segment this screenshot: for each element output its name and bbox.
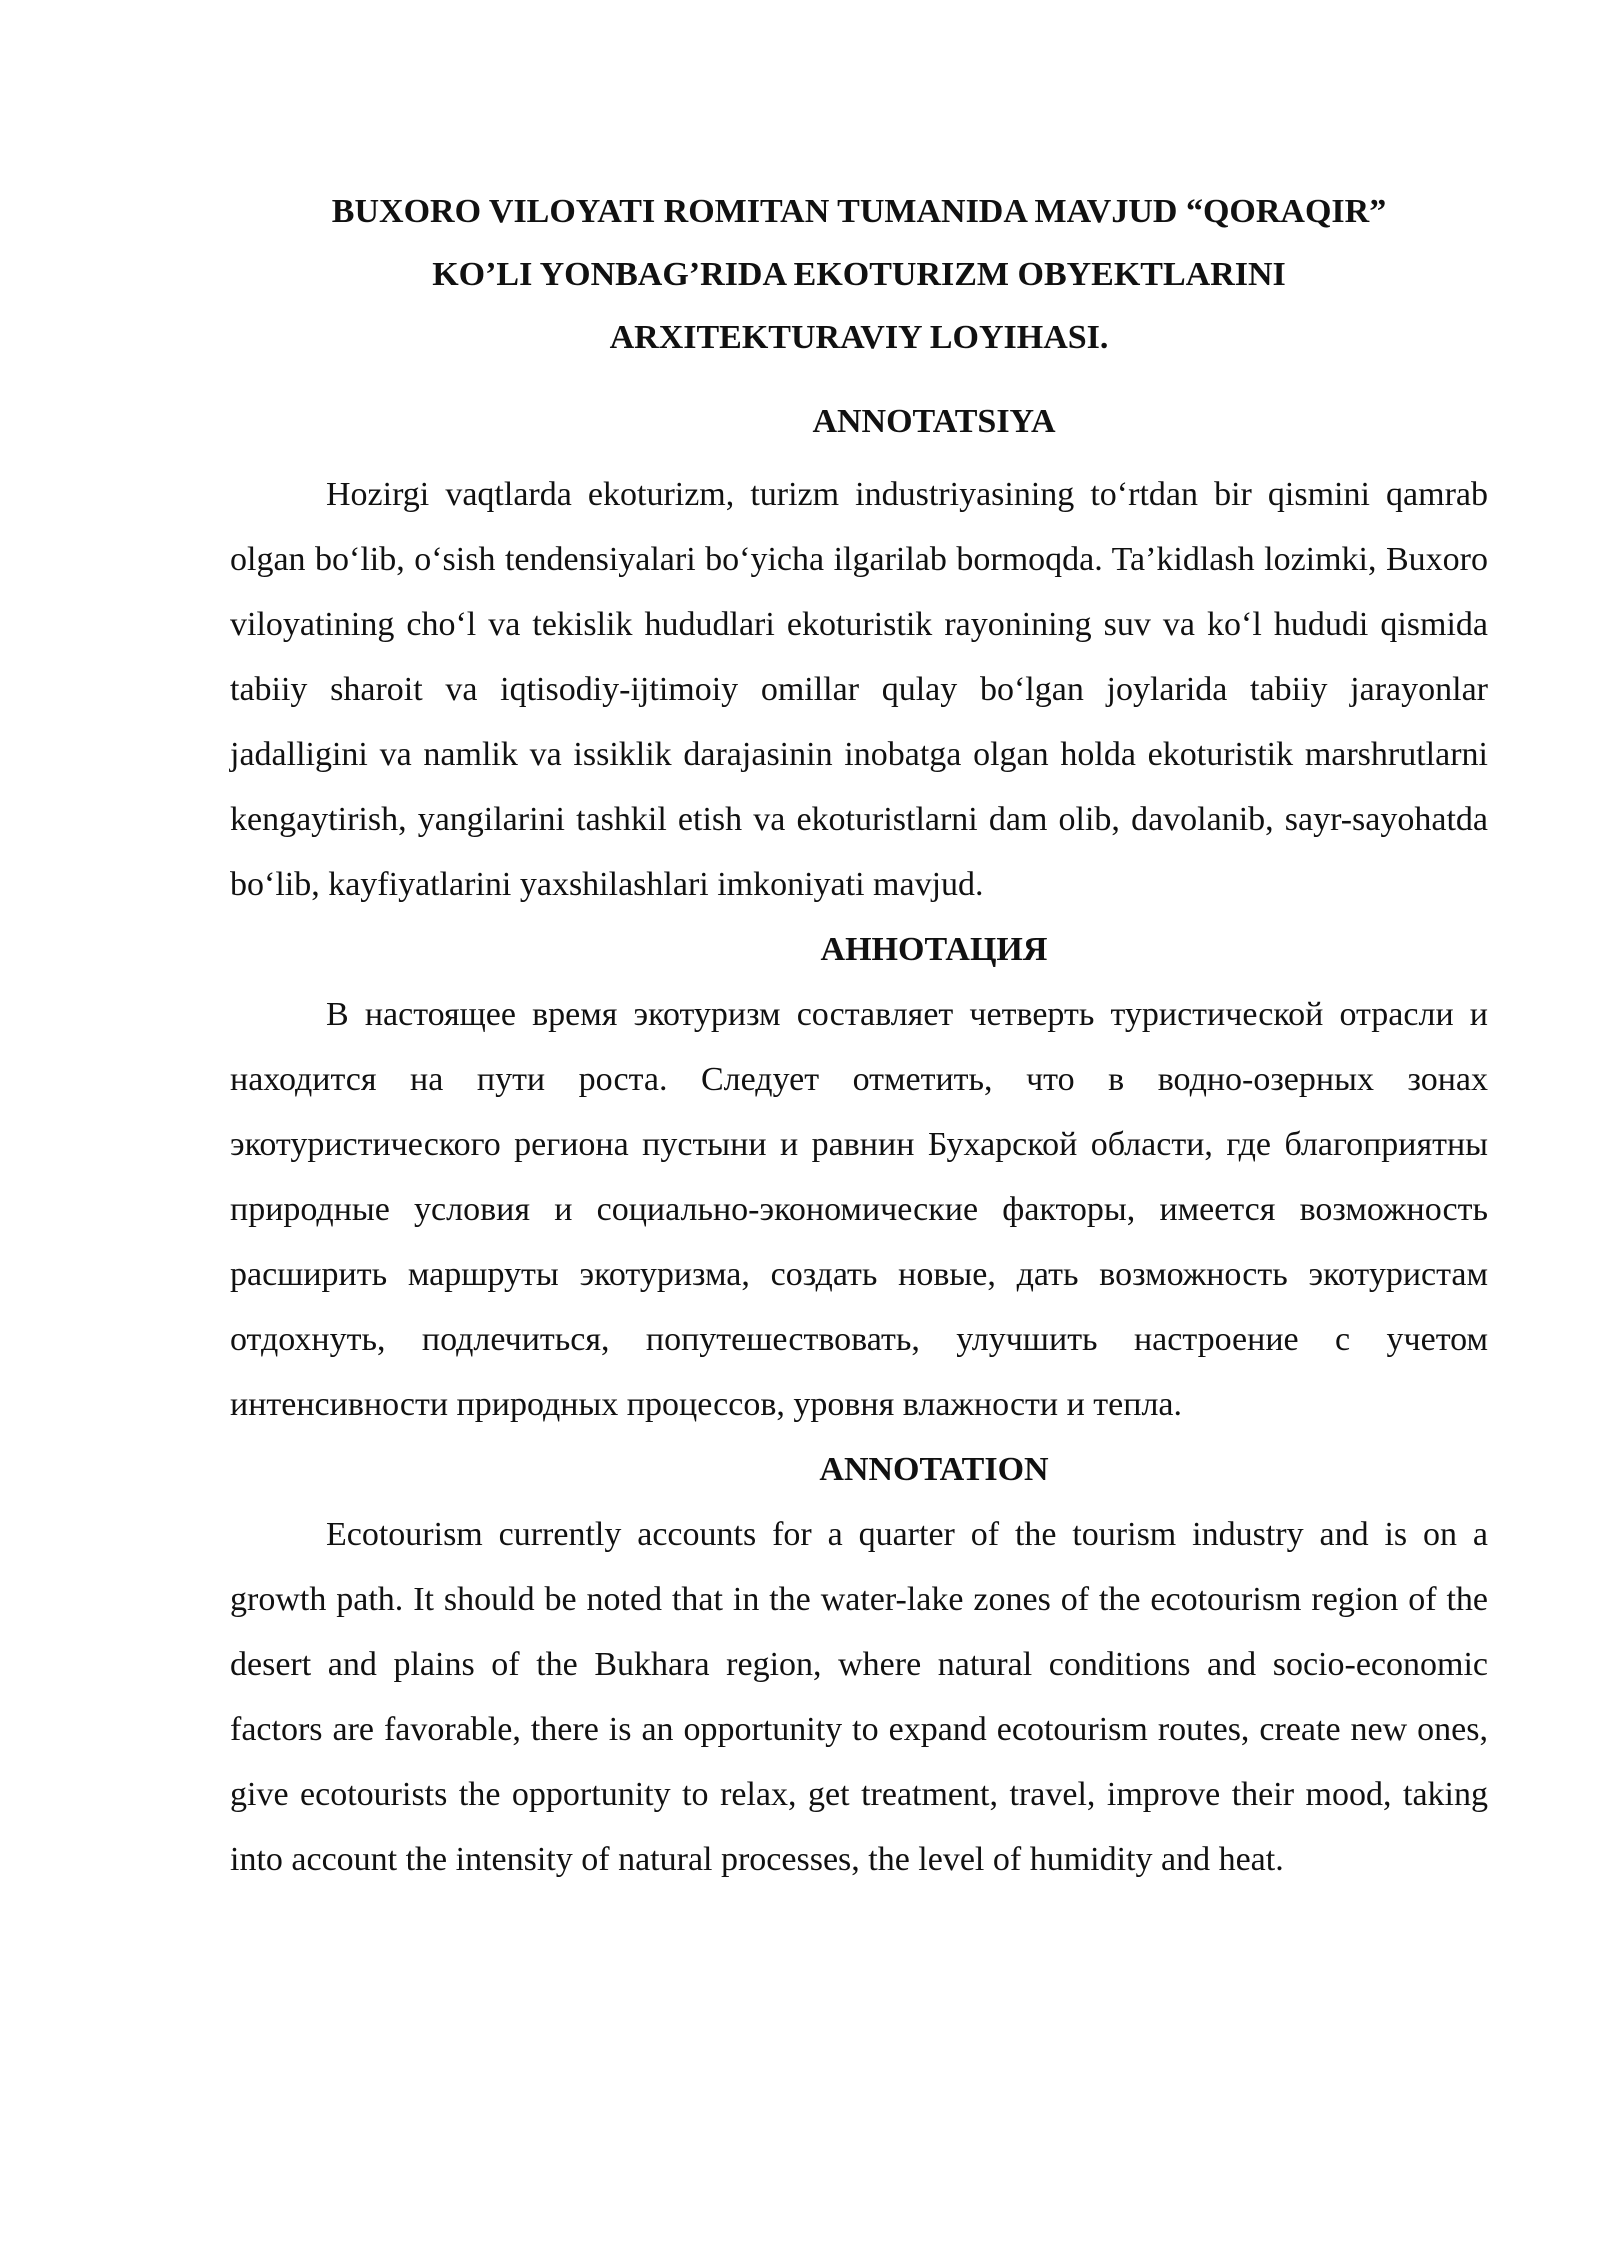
page-content — [230, 180, 1488, 1892]
english-annotation-text: Ecotourism currently accounts for a quarter of the tourism industry and is on a growth path. It should be noted that in the water-lake zones of the ecotourism region of the desert and plains of the Bukhara region, where natural conditions and socio-economic factors are favorable, there is an opportunity to expand ecotourism routes, create new ones, give ecotourists the opportunity to relax, get treatment, travel, improve their mood, taking into account the intensity of natural processes, the level of humidity and heat. — [230, 1516, 1488, 1878]
russian-annotation-text: В настоящее время экотуризм составляет четверть туристической отрасли и находится на пути роста. Следует отметить, что в водно-озерных зонах экотуристического региона пустыни и равнин Бухарской области, где благоприятны природные условия и социально-экономические факторы, имеется возможность расширить маршруты экотуризма, создать новые, дать возможность экотуристам отдохнуть, подлечиться, попутешествовать, улучшить настроение с учетом интенсивности природных процессов, уровня влажности и тепла. — [230, 996, 1488, 1423]
document-title — [230, 180, 1488, 369]
uzbek-annotation-heading: ANNOTATSIYA — [812, 403, 1056, 440]
uzbek-annotation-text: Hozirgi vaqtlarda ekoturizm, turizm industriyasining to‘rtdan bir qismini qamrab olgan bo‘lib, o‘sish tendensiyalari bo‘yicha ilgarilab bormoqda. Ta’kidlash lozimki, Buxoro viloyatining cho‘l va tekislik hududlari ekoturistik rayonining suv va ko‘l hududi qismida tabiiy sharoit va iqtisodiy-ijtimoiy omillar qulay bo‘lgan joylarida tabiiy jarayonlar jadalligini va namlik va issiklik darajasinin inobatga olgan holda ekoturistik marshrutlarni kengaytirish, yangilarini tashkil etish va ekoturistlarni dam olib, davolanib, sayr-sayohatda bo‘lib, kayfiyatlarini yaxshilashlari imkoniyati mavjud. — [230, 476, 1488, 903]
uzbek-annotation-section — [230, 389, 1488, 917]
russian-annotation-heading: АННОТАЦИЯ — [820, 931, 1048, 968]
title-line-3: ARXITEKTURAVIY LOYIHASI. — [609, 319, 1109, 356]
russian-annotation-section — [230, 917, 1488, 1437]
title-line-1: BUXORO VILOYATI ROMITAN TUMANIDA MAVJUD “QORAQIR” — [331, 193, 1387, 230]
title-line-2: KO’LI YONBAG’RIDA EKOTURIZM OBYEKTLARINI — [432, 256, 1286, 293]
english-annotation-heading: ANNOTATION — [819, 1451, 1049, 1488]
english-annotation-section — [230, 1437, 1488, 1892]
